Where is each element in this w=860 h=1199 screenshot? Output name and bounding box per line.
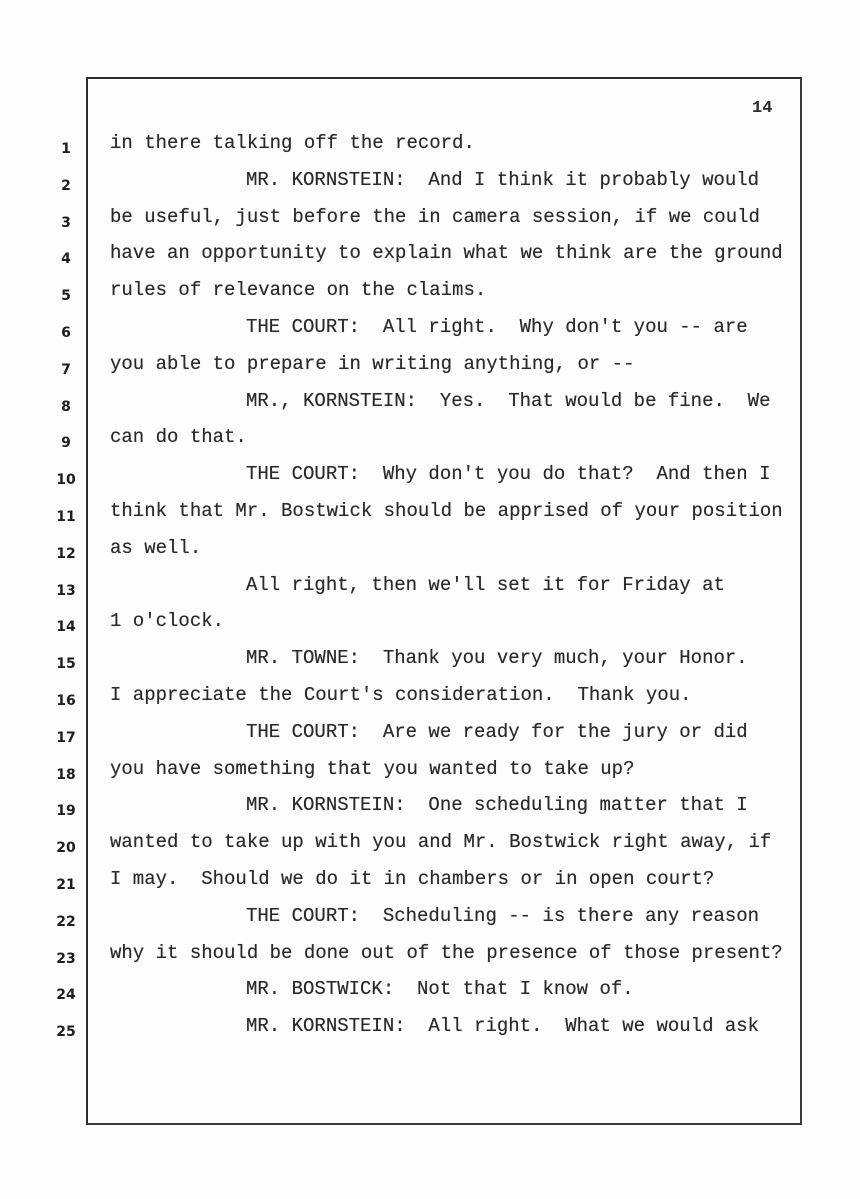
line-text: rules of relevance on the claims.: [110, 279, 487, 302]
line-text: MR. TOWNE: Thank you very much, your Honor.: [246, 647, 748, 670]
line-number: 13: [56, 582, 76, 599]
line-text: wanted to take up with you and Mr. Bostwick right away, if: [110, 831, 772, 854]
transcript-line: [0, 530, 860, 567]
line-text: MR. KORNSTEIN: And I think it probably would: [246, 168, 760, 191]
line-text: I appreciate the Court's consideration. Thank you.: [110, 683, 692, 706]
line-text: All right, then we'll set it for Friday at: [246, 573, 725, 596]
transcript-line: [0, 971, 860, 1008]
line-number: 8: [61, 398, 71, 415]
transcript-line: [0, 199, 860, 236]
line-text: think that Mr. Bostwick should be apprised of your position: [110, 499, 783, 522]
line-text: MR. KORNSTEIN: One scheduling matter that I: [246, 794, 748, 817]
line-text: in there talking off the record.: [110, 132, 475, 154]
line-number: 20: [56, 840, 76, 857]
line-number: 14: [56, 619, 76, 636]
line-text: 1 o'clock.: [110, 610, 225, 633]
line-text: you have something that you wanted to take up?: [110, 757, 635, 780]
line-number: 21: [56, 876, 76, 893]
transcript-line: [0, 861, 860, 898]
line-text: THE COURT: Are we ready for the jury or did: [246, 720, 748, 743]
line-number: 5: [61, 288, 71, 305]
transcript-line: [0, 125, 860, 162]
transcript-line: [0, 272, 860, 309]
transcript-line: [0, 714, 860, 751]
line-number: 12: [56, 545, 76, 562]
line-number: 17: [56, 729, 76, 746]
line-number: 15: [56, 656, 76, 673]
line-number: 18: [56, 766, 76, 783]
line-text: THE COURT: Why don't you do that? And then I: [246, 463, 771, 486]
transcript-line: [0, 235, 860, 272]
line-text: you able to prepare in writing anything, or --: [110, 352, 635, 375]
line-number: 7: [61, 361, 71, 378]
transcript-line: [0, 824, 860, 861]
transcript-line: [0, 751, 860, 788]
line-number: 16: [56, 692, 76, 709]
transcript-line: [0, 567, 860, 604]
line-text: be useful, just before the in camera session, if we could: [110, 205, 760, 228]
page-number: 14: [752, 99, 773, 118]
line-number: 1: [61, 141, 71, 157]
line-number: 24: [56, 987, 76, 1004]
transcript-line: [0, 419, 860, 456]
line-number: 3: [61, 214, 71, 231]
line-number: 2: [61, 177, 71, 194]
transcript-line: [0, 640, 860, 677]
line-number: 10: [56, 472, 76, 489]
transcript-line: [0, 935, 860, 972]
transcript-lines: [0, 125, 860, 1045]
transcript-line: [0, 787, 860, 824]
line-text: MR., KORNSTEIN: Yes. That would be fine. We: [246, 389, 771, 412]
line-text: why it should be done out of the presence of those present?: [110, 941, 783, 964]
line-text: can do that.: [110, 426, 247, 449]
line-text: THE COURT: All right. Why don't you -- are: [246, 315, 748, 338]
line-text: MR. KORNSTEIN: All right. What we would ask: [246, 1015, 760, 1038]
line-text: MR. BOSTWICK: Not that I know of.: [246, 978, 634, 1001]
transcript-line: [0, 1008, 860, 1045]
line-text: THE COURT: Scheduling -- is there any reason: [246, 904, 760, 927]
transcript-line: [0, 346, 860, 383]
line-text: I may. Should we do it in chambers or in open court?: [110, 867, 715, 890]
transcript-line: [0, 603, 860, 640]
line-number: 25: [56, 1024, 76, 1041]
line-number: 9: [61, 435, 71, 452]
line-number: 19: [56, 803, 76, 820]
line-number: 23: [56, 950, 76, 967]
line-text: as well.: [110, 536, 202, 559]
transcript-line: [0, 898, 860, 935]
transcript-line: [0, 162, 860, 199]
line-number: 6: [61, 324, 71, 341]
line-number: 11: [56, 508, 76, 525]
transcript-line: [0, 493, 860, 530]
transcript-line: [0, 677, 860, 714]
line-number: 22: [56, 913, 76, 930]
line-text: have an opportunity to explain what we think are the ground: [110, 242, 783, 265]
line-number: 4: [61, 251, 71, 268]
transcript-line: [0, 456, 860, 493]
transcript-line: [0, 383, 860, 420]
transcript-line: [0, 309, 860, 346]
